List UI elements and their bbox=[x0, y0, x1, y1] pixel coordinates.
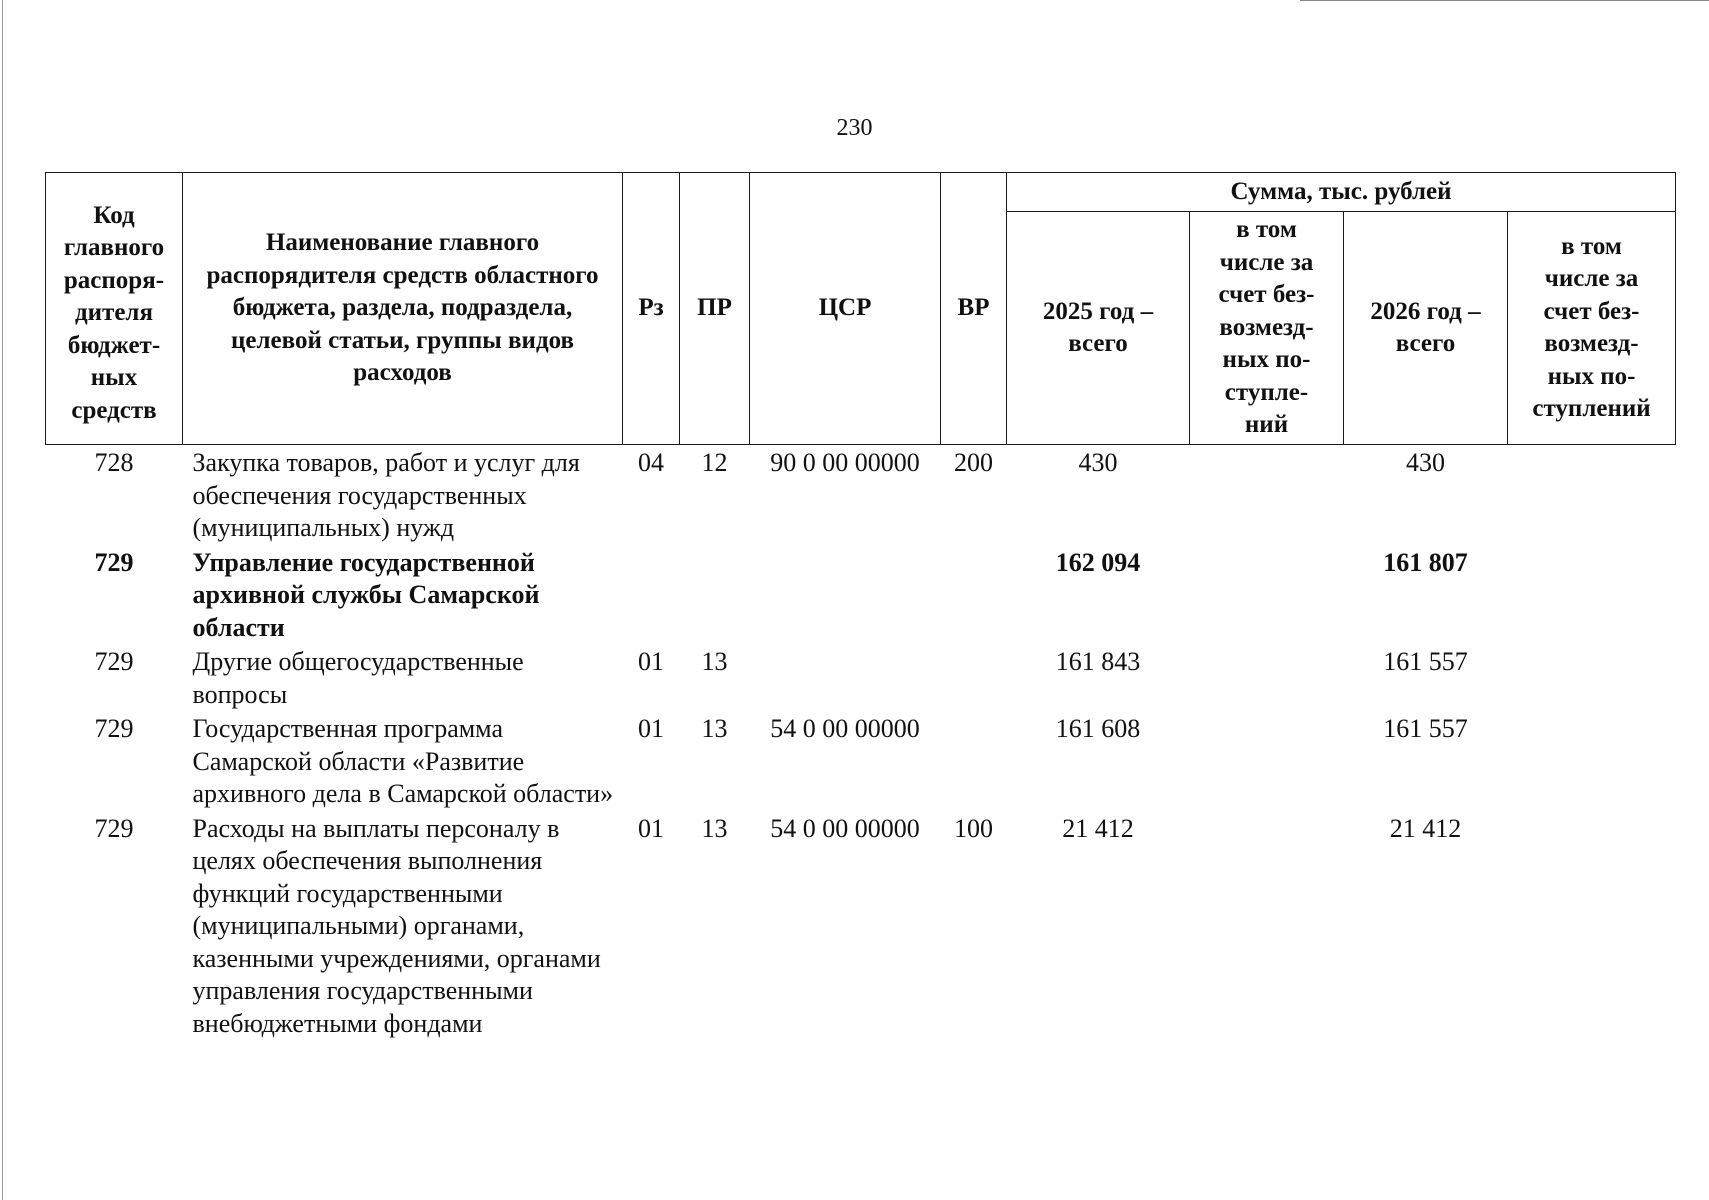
cell-pr: 13 bbox=[701, 647, 728, 676]
table-row bbox=[46, 711, 1676, 811]
cell-kod: 729 bbox=[94, 647, 134, 676]
header-sum-group: Сумма, тыс. рублей bbox=[1007, 173, 1676, 212]
cell-gratis-2026 bbox=[1508, 545, 1676, 645]
cell-vr: 100 bbox=[954, 813, 993, 843]
cell-name: Управление государственной архивной службы Самарской области bbox=[192, 547, 540, 642]
cell-rz bbox=[623, 545, 680, 645]
cell-vr bbox=[941, 711, 1007, 811]
cell-total-2026: 161 557 bbox=[1383, 714, 1468, 743]
cell-name: Закупка товаров, работ и услуг для обеспечения государственных (муниципальных) нужд bbox=[192, 448, 580, 542]
cell-kod: 729 bbox=[94, 714, 134, 743]
cell-pr: 12 bbox=[701, 448, 728, 477]
cell-csr: 54 0 00 00000 bbox=[770, 813, 920, 843]
table-header bbox=[46, 173, 1676, 445]
header-rz: Рз bbox=[623, 173, 680, 445]
header-pr: ПР bbox=[680, 173, 750, 445]
header-total-2026: 2026 год – всего bbox=[1344, 212, 1508, 445]
cell-gratis-2025 bbox=[1190, 811, 1344, 1041]
scan-edge-top bbox=[1300, 0, 1709, 1]
cell-vr bbox=[941, 545, 1007, 645]
header-vr: ВР bbox=[941, 173, 1007, 445]
cell-total-2025: 161 608 bbox=[1055, 714, 1141, 743]
header-name: Наименование главного распорядителя средств областного бюджета, раздела, подраздела, целевой статьи, группы видов расходов bbox=[183, 173, 623, 445]
cell-total-2025: 21 412 bbox=[1062, 813, 1134, 843]
cell-kod: 729 bbox=[94, 813, 134, 843]
cell-total-2026: 161 557 bbox=[1383, 647, 1468, 676]
cell-kod: 728 bbox=[94, 448, 134, 477]
cell-pr bbox=[680, 545, 750, 645]
cell-gratis-2025 bbox=[1190, 445, 1344, 545]
cell-csr: 54 0 00 00000 bbox=[770, 714, 920, 743]
cell-name: Государственная программа Самарской области «Развитие архивного дела в Самарской области» bbox=[192, 714, 614, 808]
table-body bbox=[46, 445, 1676, 1041]
header-gratis-2026: в том числе за счет без- возмезд- ных по- ступлений bbox=[1508, 212, 1676, 445]
cell-csr bbox=[750, 644, 941, 711]
scan-edge-left bbox=[2, 0, 3, 1200]
header-kod: Код главного распоря- дителя бюджет- ных средств bbox=[46, 173, 183, 445]
header-total-2025: 2025 год – всего bbox=[1007, 212, 1190, 445]
page-number: 230 bbox=[836, 115, 873, 141]
cell-total-2026: 21 412 bbox=[1389, 813, 1462, 843]
cell-csr bbox=[750, 545, 941, 645]
cell-csr: 90 0 00 00000 bbox=[770, 448, 920, 477]
cell-rz: 04 bbox=[638, 448, 664, 477]
cell-gratis-2026 bbox=[1508, 811, 1676, 1041]
header-csr: ЦСР bbox=[750, 173, 941, 445]
cell-total-2026: 161 807 bbox=[1383, 547, 1468, 577]
table-row bbox=[46, 644, 1676, 711]
cell-gratis-2026 bbox=[1508, 445, 1676, 545]
cell-total-2026: 430 bbox=[1406, 448, 1445, 477]
cell-rz: 01 bbox=[638, 714, 664, 743]
cell-gratis-2026 bbox=[1508, 644, 1676, 711]
table-row bbox=[46, 545, 1676, 645]
table-row bbox=[46, 811, 1676, 1041]
cell-name: Другие общегосударственные вопросы bbox=[192, 647, 524, 709]
cell-gratis-2025 bbox=[1190, 545, 1344, 645]
budget-table bbox=[45, 172, 1676, 1040]
cell-gratis-2026 bbox=[1508, 711, 1676, 811]
cell-name: Расходы на выплаты персоналу в целях обеспечения выполнения функций государственными (муниципальными) органами, казенными учреждениями, органами управления государственными внебюджетными фондами bbox=[192, 813, 601, 1038]
cell-vr: 200 bbox=[954, 448, 993, 477]
cell-kod: 729 bbox=[94, 547, 134, 577]
header-gratis-2025: в том числе за счет без- возмезд- ных по- ступле- ний bbox=[1190, 212, 1344, 445]
cell-gratis-2025 bbox=[1190, 711, 1344, 811]
cell-total-2025: 161 843 bbox=[1055, 647, 1141, 676]
cell-pr: 13 bbox=[701, 714, 728, 743]
cell-total-2025: 430 bbox=[1078, 448, 1118, 477]
cell-total-2025: 162 094 bbox=[1055, 547, 1141, 577]
cell-gratis-2025 bbox=[1190, 644, 1344, 711]
cell-rz: 01 bbox=[638, 813, 664, 843]
cell-rz: 01 bbox=[638, 647, 664, 676]
table-row bbox=[46, 445, 1676, 545]
cell-vr bbox=[941, 644, 1007, 711]
cell-pr: 13 bbox=[701, 813, 728, 843]
